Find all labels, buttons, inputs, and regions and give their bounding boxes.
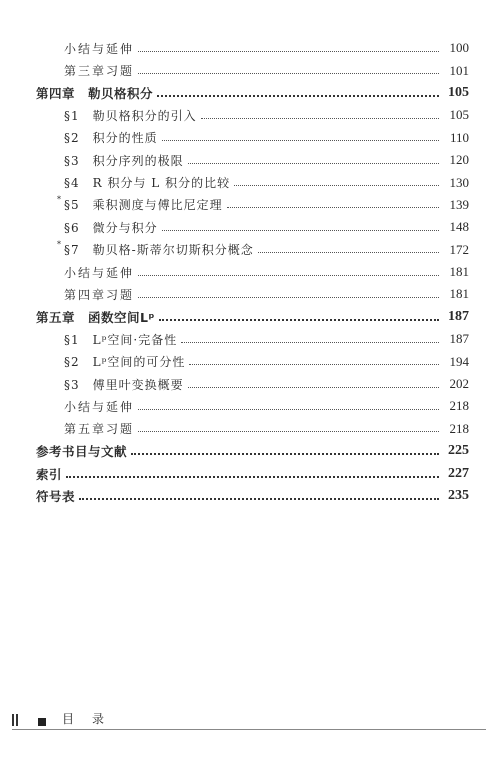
toc-chapter[interactable] bbox=[0, 485, 500, 507]
toc-chapter[interactable] bbox=[0, 306, 500, 328]
toc-section[interactable] bbox=[0, 104, 500, 126]
toc-entry-page: 181 bbox=[449, 286, 469, 302]
toc-chapter-page: 235 bbox=[448, 488, 469, 503]
dot-leader bbox=[162, 140, 439, 141]
toc-entry[interactable] bbox=[0, 418, 500, 440]
toc-section-title: §6 微分与积分 bbox=[64, 220, 158, 235]
toc-entry-title: 第三章习题 bbox=[64, 64, 135, 79]
toc-section-title: §2 积分的性质 bbox=[64, 131, 158, 146]
dot-leader bbox=[138, 297, 439, 298]
toc-section-title: §2 Lᵖ空间的可分性 bbox=[64, 355, 186, 370]
toc-chapter-title: 符号表 bbox=[36, 489, 76, 504]
toc-section[interactable] bbox=[0, 239, 500, 261]
toc-entry-title: 小结与延伸 bbox=[64, 399, 135, 414]
toc-section[interactable] bbox=[0, 194, 500, 216]
toc-section-title: §7 勒贝格-斯蒂尔切斯积分概念 bbox=[64, 243, 254, 258]
dot-leader bbox=[157, 95, 439, 97]
toc-section-page: 194 bbox=[449, 353, 469, 369]
toc-chapter-title: 第五章 函数空间Lᵖ bbox=[36, 309, 155, 325]
toc-section-page: 172 bbox=[449, 241, 469, 257]
toc-chapter-title: 参考书目与文献 bbox=[36, 444, 128, 460]
dot-leader bbox=[162, 230, 439, 231]
toc-section-page: 110 bbox=[449, 129, 469, 145]
dot-leader bbox=[201, 118, 439, 119]
dot-leader bbox=[138, 409, 439, 410]
toc-section-page: 105 bbox=[449, 107, 469, 123]
running-footer-title: 目录 bbox=[62, 712, 123, 726]
toc-section[interactable] bbox=[0, 127, 500, 149]
toc-section-page: 139 bbox=[449, 196, 469, 212]
square-bullet-icon bbox=[38, 718, 46, 726]
toc-entry-title: 第五章习题 bbox=[64, 422, 135, 437]
toc-section[interactable] bbox=[0, 171, 500, 193]
dot-leader bbox=[181, 342, 439, 343]
toc-section[interactable] bbox=[0, 373, 500, 395]
toc-section-title: §3 积分序列的极限 bbox=[64, 153, 184, 168]
toc-chapter[interactable] bbox=[0, 440, 500, 462]
toc-entry-page: 218 bbox=[449, 398, 469, 414]
optional-star-icon: * bbox=[57, 240, 62, 250]
toc-section[interactable] bbox=[0, 149, 500, 171]
dot-leader bbox=[189, 364, 439, 365]
table-of-contents bbox=[0, 37, 500, 507]
toc-entry[interactable] bbox=[0, 283, 500, 305]
toc-chapter-page: 105 bbox=[448, 84, 469, 100]
toc-entry-page: 181 bbox=[449, 264, 469, 280]
toc-section-title: §1 Lᵖ空间·完备性 bbox=[64, 332, 178, 347]
dot-leader bbox=[234, 185, 439, 186]
dot-leader bbox=[138, 275, 439, 276]
dot-leader bbox=[188, 387, 439, 388]
toc-section-page: 130 bbox=[449, 174, 469, 190]
dot-leader bbox=[227, 207, 439, 208]
toc-entry-page: 100 bbox=[449, 40, 469, 56]
toc-chapter-page: 225 bbox=[448, 443, 469, 459]
toc-section-title: §5 乘积测度与傅比尼定理 bbox=[64, 198, 223, 213]
toc-entry[interactable] bbox=[0, 395, 500, 417]
dot-leader bbox=[138, 51, 439, 52]
toc-section-page: 148 bbox=[449, 219, 469, 235]
dot-leader bbox=[66, 476, 439, 478]
toc-entry-title: 小结与延伸 bbox=[64, 41, 135, 56]
toc-section[interactable] bbox=[0, 328, 500, 350]
dot-leader bbox=[159, 319, 439, 321]
toc-section-page: 187 bbox=[449, 331, 469, 347]
toc-chapter-title: 索引 bbox=[36, 466, 63, 482]
toc-section[interactable] bbox=[0, 350, 500, 372]
toc-entry[interactable] bbox=[0, 59, 500, 81]
toc-entry-title: 小结与延伸 bbox=[64, 265, 135, 280]
dot-leader bbox=[138, 431, 439, 432]
toc-chapter[interactable] bbox=[0, 82, 500, 104]
page-number-mark bbox=[16, 714, 18, 726]
dot-leader bbox=[138, 73, 439, 74]
toc-section-title: §3 傅里叶变换概要 bbox=[64, 377, 184, 392]
dot-leader bbox=[258, 252, 439, 253]
toc-entry-page: 101 bbox=[449, 62, 469, 78]
toc-section[interactable] bbox=[0, 216, 500, 238]
toc-chapter-title: 第四章 勒贝格积分 bbox=[36, 85, 154, 101]
page-number-mark bbox=[12, 714, 14, 726]
toc-chapter[interactable] bbox=[0, 462, 500, 484]
footer-rule bbox=[12, 729, 486, 730]
toc-chapter-page: 187 bbox=[448, 308, 469, 324]
toc-entry[interactable] bbox=[0, 37, 500, 59]
toc-entry-page: 218 bbox=[449, 420, 469, 436]
toc-section-title: §1 勒贝格积分的引入 bbox=[64, 108, 197, 123]
toc-section-title: §4 R 积分与 L 积分的比较 bbox=[64, 176, 231, 191]
toc-section-page: 120 bbox=[449, 152, 469, 168]
dot-leader bbox=[79, 498, 439, 500]
toc-entry[interactable] bbox=[0, 261, 500, 283]
dot-leader bbox=[131, 453, 439, 455]
optional-star-icon: * bbox=[57, 195, 62, 205]
toc-chapter-page: 227 bbox=[448, 465, 469, 481]
dot-leader bbox=[188, 163, 439, 164]
toc-entry-title: 第四章习题 bbox=[64, 287, 135, 302]
toc-section-page: 202 bbox=[449, 376, 469, 392]
page-footer bbox=[0, 704, 500, 734]
